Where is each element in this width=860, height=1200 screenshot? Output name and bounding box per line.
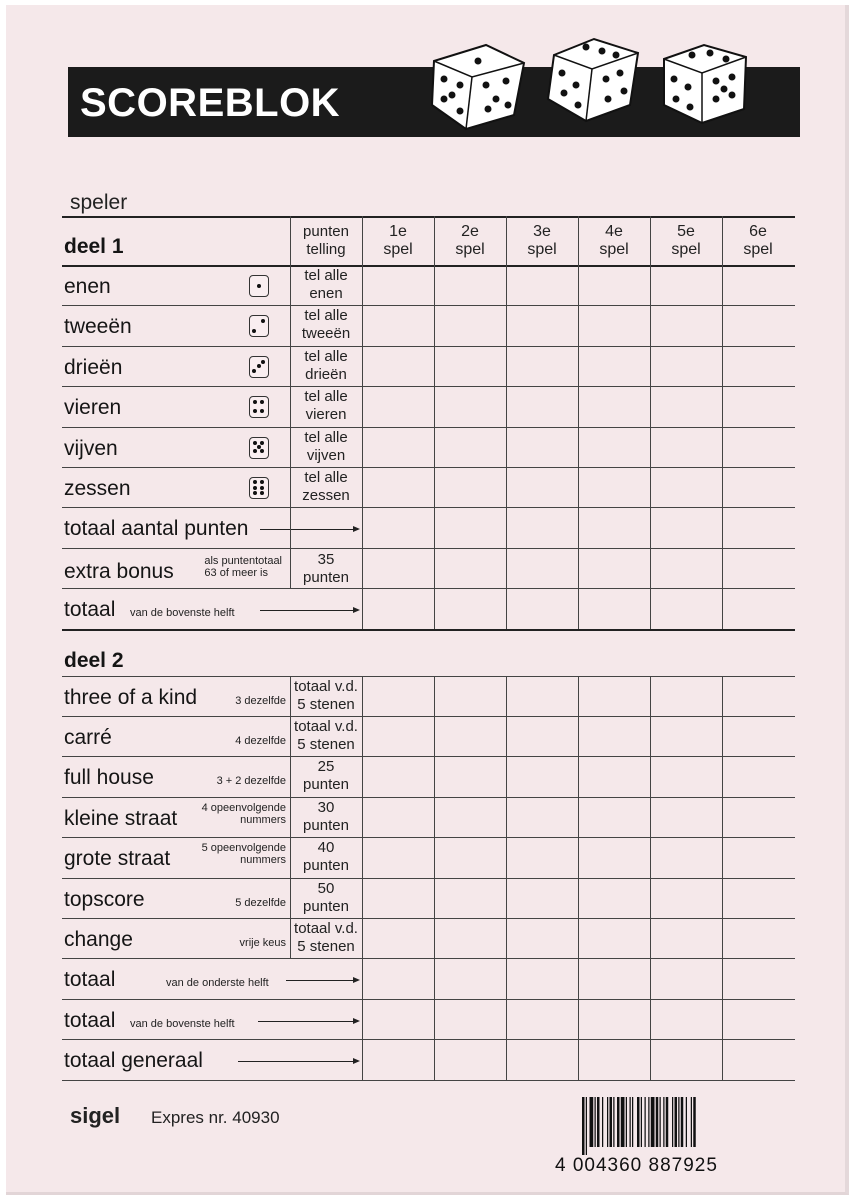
barcode-bar bbox=[641, 1097, 642, 1147]
grid-line bbox=[62, 837, 795, 838]
grid-line bbox=[362, 216, 363, 629]
die-pip bbox=[252, 369, 256, 373]
grid-line bbox=[578, 216, 579, 629]
grid-line bbox=[62, 1039, 795, 1040]
grid-line bbox=[62, 797, 795, 798]
game-column-header: 2e bbox=[461, 223, 479, 240]
barcode-bar bbox=[666, 1097, 669, 1147]
die-pip bbox=[253, 449, 257, 453]
grid-line bbox=[62, 629, 795, 631]
grid-line bbox=[434, 676, 435, 1080]
grid-line bbox=[506, 676, 507, 1080]
game-column-header: spel bbox=[527, 241, 557, 258]
grid-line bbox=[650, 676, 651, 1080]
barcode-bar bbox=[637, 1097, 640, 1147]
die-4-icon bbox=[249, 396, 269, 418]
row-note: 5 opeenvolgende bbox=[201, 842, 286, 855]
game-column-header: spel bbox=[599, 241, 629, 258]
die-pip bbox=[253, 400, 257, 404]
barcode-bar bbox=[656, 1097, 659, 1147]
player-label: speler bbox=[70, 191, 128, 214]
die-pip bbox=[260, 409, 264, 413]
barcode-bar bbox=[660, 1097, 661, 1147]
grid-line bbox=[62, 588, 795, 589]
grid-line bbox=[62, 878, 795, 879]
barcode-bar bbox=[617, 1097, 620, 1147]
points-rule: totaal v.d. bbox=[294, 677, 358, 695]
section-title-deel1: deel 1 bbox=[64, 235, 124, 258]
game-column-header: 5e bbox=[677, 223, 695, 240]
points-rule: vijven bbox=[306, 446, 346, 464]
row-note: 4 opeenvolgende bbox=[201, 801, 286, 814]
row-label-totaal-boven: totaal bbox=[64, 598, 116, 622]
totaal-note: van de onderste helft bbox=[166, 977, 269, 990]
barcode-bar bbox=[672, 1097, 673, 1147]
game-column-header: 4e bbox=[605, 223, 623, 240]
die-pip bbox=[260, 486, 264, 490]
dice-illustration bbox=[426, 33, 766, 133]
arrow-icon bbox=[238, 1061, 358, 1062]
row-label-carré: carré bbox=[64, 726, 112, 749]
die-pip bbox=[253, 491, 257, 495]
points-rule: vieren bbox=[305, 406, 347, 424]
barcode-bar bbox=[630, 1097, 631, 1147]
row-label-vieren: vieren bbox=[64, 396, 122, 420]
die-pip bbox=[260, 480, 264, 484]
game-column-header: 1e bbox=[389, 223, 407, 240]
grid-line bbox=[722, 676, 723, 1080]
row-label-tweeën: tweeën bbox=[64, 315, 132, 339]
barcode-number: 4 004360 887925 bbox=[555, 1155, 718, 1176]
barcode-bar bbox=[602, 1097, 603, 1147]
row-note: 4 dezelfde bbox=[235, 735, 286, 747]
section-title-deel2: deel 2 bbox=[64, 648, 124, 672]
grid-line bbox=[362, 676, 363, 1080]
grid-line bbox=[62, 346, 795, 347]
grid-line bbox=[62, 467, 795, 468]
grid-line bbox=[62, 265, 795, 267]
bonus-condition: als puntentotaal bbox=[204, 554, 282, 567]
barcode-bar bbox=[607, 1097, 608, 1147]
die-6-icon bbox=[249, 477, 269, 499]
grid-line bbox=[434, 216, 435, 629]
game-column-header: 6e bbox=[749, 223, 767, 240]
barcode-bar bbox=[626, 1097, 627, 1147]
die-pip bbox=[253, 486, 257, 490]
barcode-bar bbox=[610, 1097, 613, 1147]
grid-line bbox=[722, 216, 723, 629]
points-rule: totaal v.d. bbox=[294, 920, 358, 937]
grid-line bbox=[62, 676, 795, 677]
barcode-bar bbox=[632, 1097, 633, 1147]
die-2-icon bbox=[249, 315, 269, 337]
grid-line bbox=[62, 1080, 795, 1081]
points-rule: zessen bbox=[302, 487, 350, 504]
barcode-bar bbox=[595, 1097, 596, 1147]
grid-line bbox=[506, 216, 507, 629]
points-header: punten bbox=[303, 223, 349, 240]
arrow-icon bbox=[286, 980, 358, 981]
points-rule: tel alle bbox=[304, 347, 348, 365]
points-rule: 40 bbox=[317, 839, 335, 857]
game-column-header: spel bbox=[383, 241, 413, 258]
points-rule: 30 bbox=[317, 798, 335, 816]
row-label-grote-straat: grote straat bbox=[64, 847, 171, 871]
row-label-totaal-onder: totaal bbox=[64, 968, 116, 992]
points-rule: enen bbox=[309, 285, 343, 302]
grid-line bbox=[290, 676, 291, 959]
grid-line bbox=[62, 427, 795, 428]
row-label-kleine-straat: kleine straat bbox=[64, 806, 178, 830]
brand-logo: sigel bbox=[70, 1103, 121, 1128]
grid-line bbox=[62, 716, 795, 717]
grid-line bbox=[62, 386, 795, 387]
bonus-condition: 63 of meer is bbox=[204, 566, 268, 579]
bonus-points: punten bbox=[303, 568, 349, 586]
points-rule: drieën bbox=[305, 365, 347, 383]
barcode-bar bbox=[691, 1097, 692, 1147]
row-note: vrije keus bbox=[239, 937, 286, 949]
barcode-bar bbox=[586, 1097, 587, 1155]
barcode-bar bbox=[597, 1097, 600, 1147]
points-rule: 5 stenen bbox=[297, 695, 355, 713]
row-note: nummers bbox=[240, 813, 286, 826]
barcode-bar bbox=[686, 1097, 687, 1147]
row-note: 3 dezelfde bbox=[235, 694, 286, 707]
die-pip bbox=[260, 449, 264, 453]
row-label-extra-bonus: extra bonus bbox=[64, 559, 174, 583]
points-rule: 5 stenen bbox=[297, 938, 355, 955]
grid-line bbox=[62, 756, 795, 757]
row-label-enen: enen bbox=[64, 275, 111, 298]
bonus-points: 35 bbox=[317, 550, 335, 568]
row-label-topscore: topscore bbox=[64, 887, 145, 911]
die-pip bbox=[257, 284, 261, 288]
die-pip bbox=[261, 360, 265, 364]
points-rule: punten bbox=[303, 857, 349, 875]
totaal-note: van de bovenste helft bbox=[130, 607, 235, 620]
points-rule: tel alle bbox=[304, 307, 348, 325]
die-pip bbox=[260, 400, 264, 404]
row-note: 3 + 2 dezelfde bbox=[216, 775, 286, 788]
barcode-bar bbox=[613, 1097, 614, 1147]
row-label-three-of-a-kind: three of a kind bbox=[64, 685, 198, 709]
die-pip bbox=[257, 364, 261, 368]
points-rule: punten bbox=[303, 776, 349, 794]
points-rule: 50 bbox=[317, 879, 335, 897]
row-label-vijven: vijven bbox=[64, 436, 118, 460]
totaal-note: van de bovenste helft bbox=[130, 1017, 235, 1030]
points-rule: punten bbox=[303, 816, 349, 834]
die-5-icon bbox=[249, 437, 269, 459]
grid-line bbox=[650, 216, 651, 629]
score-sheet bbox=[6, 5, 849, 1195]
die-pip bbox=[260, 441, 264, 445]
die-pip bbox=[253, 409, 257, 413]
die-pip bbox=[253, 441, 257, 445]
arrow-icon bbox=[258, 1021, 358, 1022]
barcode-bar bbox=[663, 1097, 664, 1147]
points-rule: 5 stenen bbox=[297, 736, 355, 753]
game-column-header: spel bbox=[743, 241, 773, 258]
row-label-totaal-generaal: totaal generaal bbox=[64, 1049, 203, 1073]
row-note: nummers bbox=[240, 854, 286, 867]
barcode-bar bbox=[651, 1097, 655, 1147]
row-label-drieën: drieën bbox=[64, 355, 123, 379]
barcode-bar bbox=[678, 1097, 679, 1147]
grid-line bbox=[62, 216, 795, 218]
game-column-header: 3e bbox=[533, 223, 551, 240]
points-rule: tel alle bbox=[304, 428, 348, 446]
points-rule: tweeën bbox=[301, 325, 351, 343]
points-rule: punten bbox=[303, 897, 349, 915]
die-pip bbox=[252, 329, 256, 333]
barcode-bar bbox=[693, 1097, 696, 1147]
grid-line bbox=[290, 216, 291, 588]
grid-line bbox=[62, 548, 795, 549]
page-title: SCOREBLOK bbox=[80, 81, 341, 125]
barcode-bar bbox=[621, 1097, 625, 1147]
game-column-header: spel bbox=[455, 241, 485, 258]
row-label-change: change bbox=[64, 928, 133, 951]
row-note: 5 dezelfde bbox=[235, 896, 286, 909]
grid-line bbox=[62, 918, 795, 919]
row-label-zessen: zessen bbox=[64, 477, 131, 500]
arrow-icon bbox=[260, 610, 358, 611]
grid-line bbox=[62, 507, 795, 508]
barcode-bar bbox=[681, 1097, 684, 1147]
points-rule: tel alle bbox=[304, 469, 348, 486]
die-1-icon bbox=[249, 275, 269, 297]
points-rule: tel alle bbox=[304, 388, 348, 406]
points-rule: totaal v.d. bbox=[294, 718, 358, 735]
grid-line bbox=[62, 999, 795, 1000]
grid-line bbox=[578, 676, 579, 1080]
points-rule: tel alle bbox=[304, 267, 348, 284]
die-pip bbox=[261, 319, 265, 323]
row-label-full-house: full house bbox=[64, 766, 154, 790]
grid-line bbox=[62, 305, 795, 306]
grid-line bbox=[62, 958, 795, 959]
arrow-icon bbox=[260, 529, 358, 530]
die-3-icon bbox=[249, 356, 269, 378]
die-pip bbox=[260, 491, 264, 495]
barcode-bar bbox=[648, 1097, 649, 1147]
product-number: Expres nr. 40930 bbox=[151, 1108, 280, 1127]
barcode-bar bbox=[675, 1097, 678, 1147]
game-column-header: spel bbox=[671, 241, 701, 258]
barcode-bar bbox=[590, 1097, 594, 1147]
barcode bbox=[582, 1097, 802, 1155]
points-rule: 25 bbox=[317, 758, 335, 776]
barcode-bar bbox=[582, 1097, 585, 1155]
barcode-bar bbox=[645, 1097, 646, 1147]
points-header: telling bbox=[306, 241, 346, 258]
die-pip bbox=[253, 480, 257, 484]
row-label-totaal-boven-2: totaal bbox=[64, 1008, 116, 1032]
row-label-totaal-aantal: totaal aantal punten bbox=[64, 517, 249, 541]
